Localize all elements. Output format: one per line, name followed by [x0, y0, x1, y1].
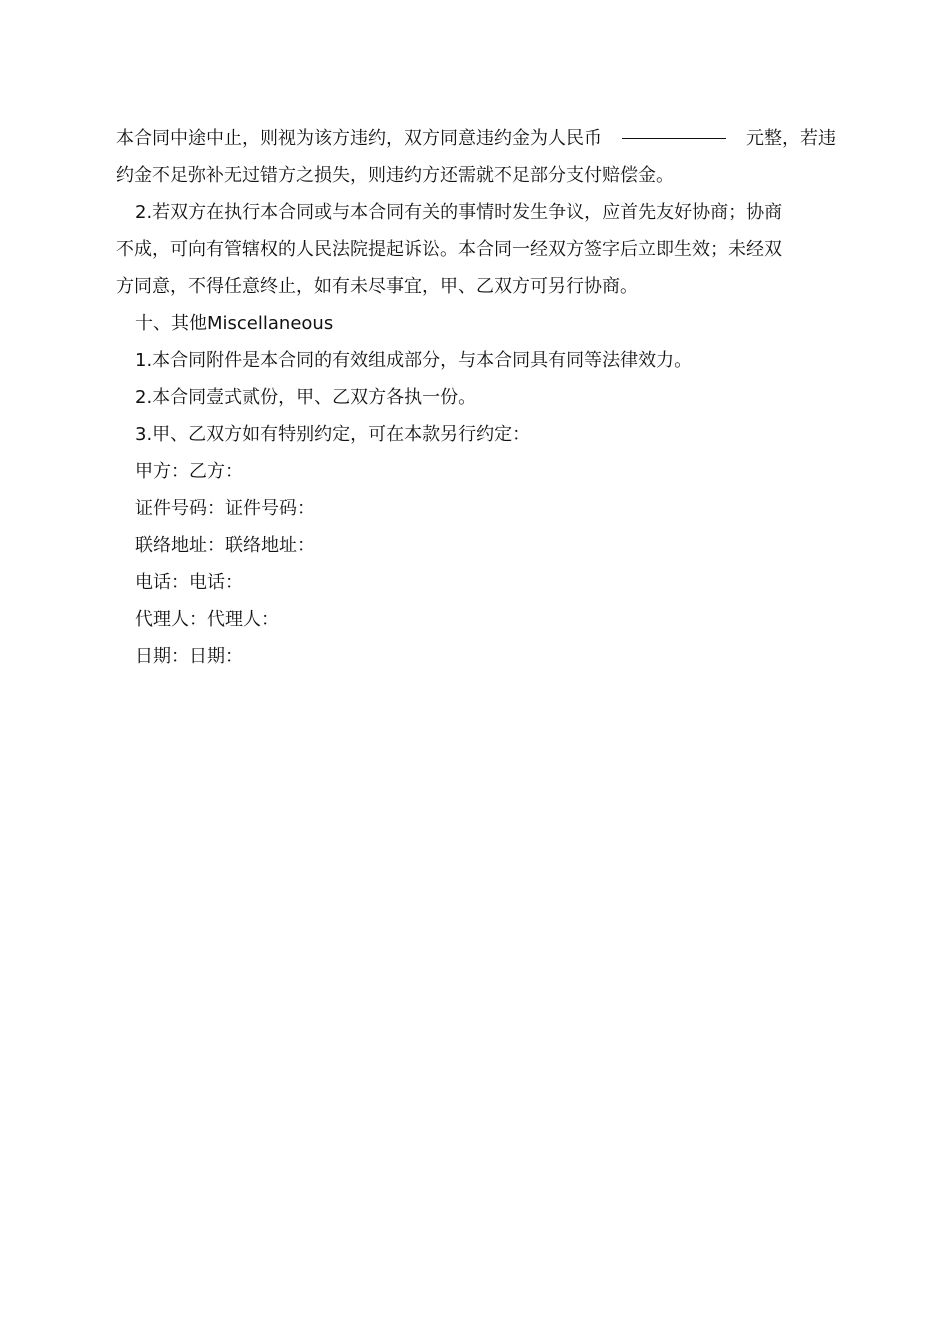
- signature-phone: 电话：电话：: [135, 572, 243, 593]
- signature-date: 日期：日期：: [135, 646, 243, 667]
- section-ten-item-2: 2.本合同壹式贰份，甲、乙双方各执一份。: [135, 387, 477, 408]
- signature-address: 联络地址：联络地址：: [135, 535, 315, 556]
- dispute-line-2: 不成，可向有管辖权的人民法院提起诉讼。本合同一经双方签字后立即生效；未经双: [116, 239, 782, 260]
- section-ten-heading: 十、其他Miscellaneous: [135, 313, 334, 334]
- penalty-text-before-blank: 本合同中途中止，则视为该方违约，双方同意违约金为人民币: [116, 128, 602, 149]
- penalty-line-1: [116, 120, 836, 157]
- section-ten-item-3: 3.甲、乙双方如有特别约定，可在本款另行约定：: [135, 424, 531, 445]
- penalty-line-2: 约金不足弥补无过错方之损失，则违约方还需就不足部分支付赔偿金。: [116, 165, 674, 186]
- signature-agent: 代理人：代理人：: [135, 609, 279, 630]
- signature-id-number: 证件号码：证件号码：: [135, 498, 315, 519]
- signature-parties: 甲方：乙方：: [135, 461, 243, 482]
- dispute-line-3: 方同意，不得任意终止，如有未尽事宜，甲、乙双方可另行协商。: [116, 276, 638, 297]
- section-ten-item-1: 1.本合同附件是本合同的有效组成部分，与本合同具有同等法律效力。: [135, 350, 693, 371]
- penalty-text-after-blank: 元整，若违: [746, 128, 836, 149]
- amount-blank: [622, 120, 726, 139]
- document-body: [116, 120, 836, 675]
- dispute-line-1: 2.若双方在执行本合同或与本合同有关的事情时发生争议，应首先友好协商；协商: [135, 202, 783, 223]
